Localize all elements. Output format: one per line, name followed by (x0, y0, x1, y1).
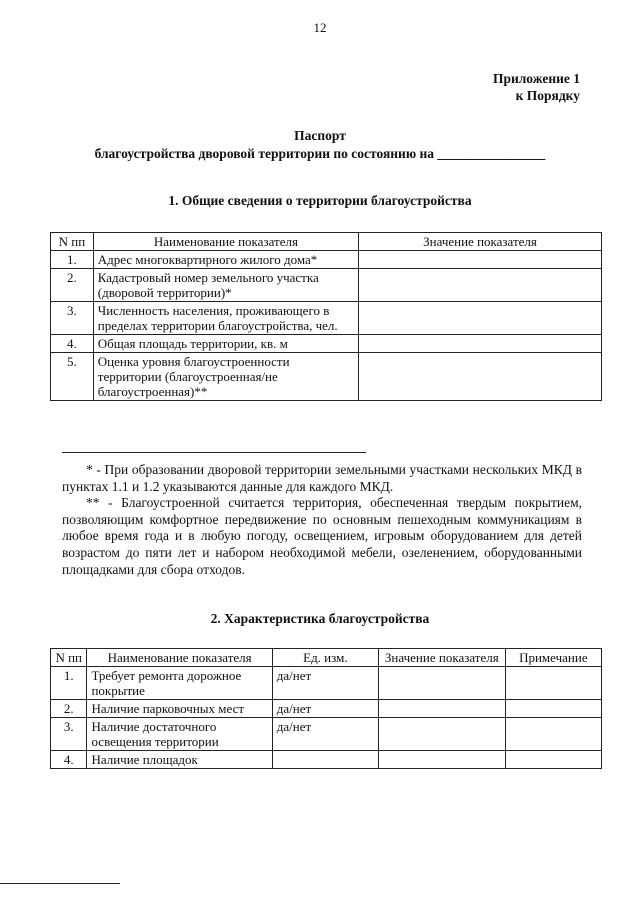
row-note (505, 751, 601, 769)
row-note (505, 667, 601, 700)
page-bottom-divider (0, 883, 120, 884)
table-row (51, 700, 602, 718)
row-unit: да/нет (272, 667, 378, 700)
row-name: Оценка уровня благоустроенности территории (благоустроенная/не благоустроенная)** (93, 353, 358, 401)
row-unit: да/нет (272, 718, 378, 751)
row-value (359, 353, 602, 401)
table-row (51, 353, 602, 401)
row-name: Кадастровый номер земельного участка (дворовой территории)* (93, 269, 358, 302)
row-name: Наличие площадок (87, 751, 272, 769)
column-header-number: N пп (51, 233, 94, 251)
row-number: 2. (51, 269, 94, 302)
column-header-number: N пп (51, 649, 87, 667)
row-note (505, 700, 601, 718)
footnotes (62, 462, 582, 578)
row-number: 3. (51, 302, 94, 335)
row-value (359, 251, 602, 269)
row-number: 2. (51, 700, 87, 718)
row-name: Адрес многоквартирного жилого дома* (93, 251, 358, 269)
column-header-name: Наименование показателя (87, 649, 272, 667)
footnote-2: ** - Благоустроенной считается территория, обеспеченная твердым покрытием, позволяющим комфортное передвижение по основным пешеходным коммуникациям в любое время года и в любую погоду, освещением, игровым оборудованием для детей возрастом до пяти лет и набором необходимой мебели, озеленением, оборудованными площадками для сбора отходов. (62, 495, 582, 577)
row-number: 4. (51, 335, 94, 353)
column-header-note: Примечание (505, 649, 601, 667)
document-title: Паспорт (294, 128, 346, 143)
section-1-heading: 1. Общие сведения о территории благоустройства (168, 193, 472, 208)
row-name: Наличие парковочных мест (87, 700, 272, 718)
row-number: 5. (51, 353, 94, 401)
table-row (51, 269, 602, 302)
row-value (359, 269, 602, 302)
row-value (378, 667, 505, 700)
row-name: Требует ремонта дорожное покрытие (87, 667, 272, 700)
section-2-heading: 2. Характеристика благоустройства (210, 611, 430, 626)
table-row (51, 335, 602, 353)
column-header-name: Наименование показателя (93, 233, 358, 251)
document-subtitle: благоустройства дворовой территории по состоянию на ________________ (94, 146, 546, 161)
column-header-unit: Ед. изм. (272, 649, 378, 667)
improvement-characteristics-table (50, 648, 602, 769)
appendix-line-1: Приложение 1 (492, 71, 580, 86)
footnote-1: * - При образовании дворовой территории земельными участками нескольких МКД в пунктах 1.1 и 1.2 указываются данные для каждого МКД. (62, 462, 582, 494)
row-value (378, 751, 505, 769)
row-number: 4. (51, 751, 87, 769)
appendix-line-2: к Порядку (515, 88, 580, 103)
table-row (51, 302, 602, 335)
row-value (359, 335, 602, 353)
row-value (359, 302, 602, 335)
row-name: Общая площадь территории, кв. м (93, 335, 358, 353)
table-header-row (51, 233, 602, 251)
row-value (378, 700, 505, 718)
row-name: Численность населения, проживающего в пределах территории благоустройства, чел. (93, 302, 358, 335)
table-row (51, 251, 602, 269)
table-header-row (51, 649, 602, 667)
footnote-divider (62, 452, 366, 453)
row-name: Наличие достаточного освещения территории (87, 718, 272, 751)
row-number: 3. (51, 718, 87, 751)
column-header-value: Значение показателя (378, 649, 505, 667)
general-info-table (50, 232, 602, 401)
table-row (51, 718, 602, 751)
row-value (378, 718, 505, 751)
appendix-label (493, 70, 580, 104)
row-number: 1. (51, 667, 87, 700)
table-row (51, 751, 602, 769)
row-unit (272, 751, 378, 769)
row-note (505, 718, 601, 751)
row-unit: да/нет (272, 700, 378, 718)
column-header-value: Значение показателя (359, 233, 602, 251)
page-number: 12 (313, 20, 327, 35)
row-number: 1. (51, 251, 94, 269)
table-row (51, 667, 602, 700)
